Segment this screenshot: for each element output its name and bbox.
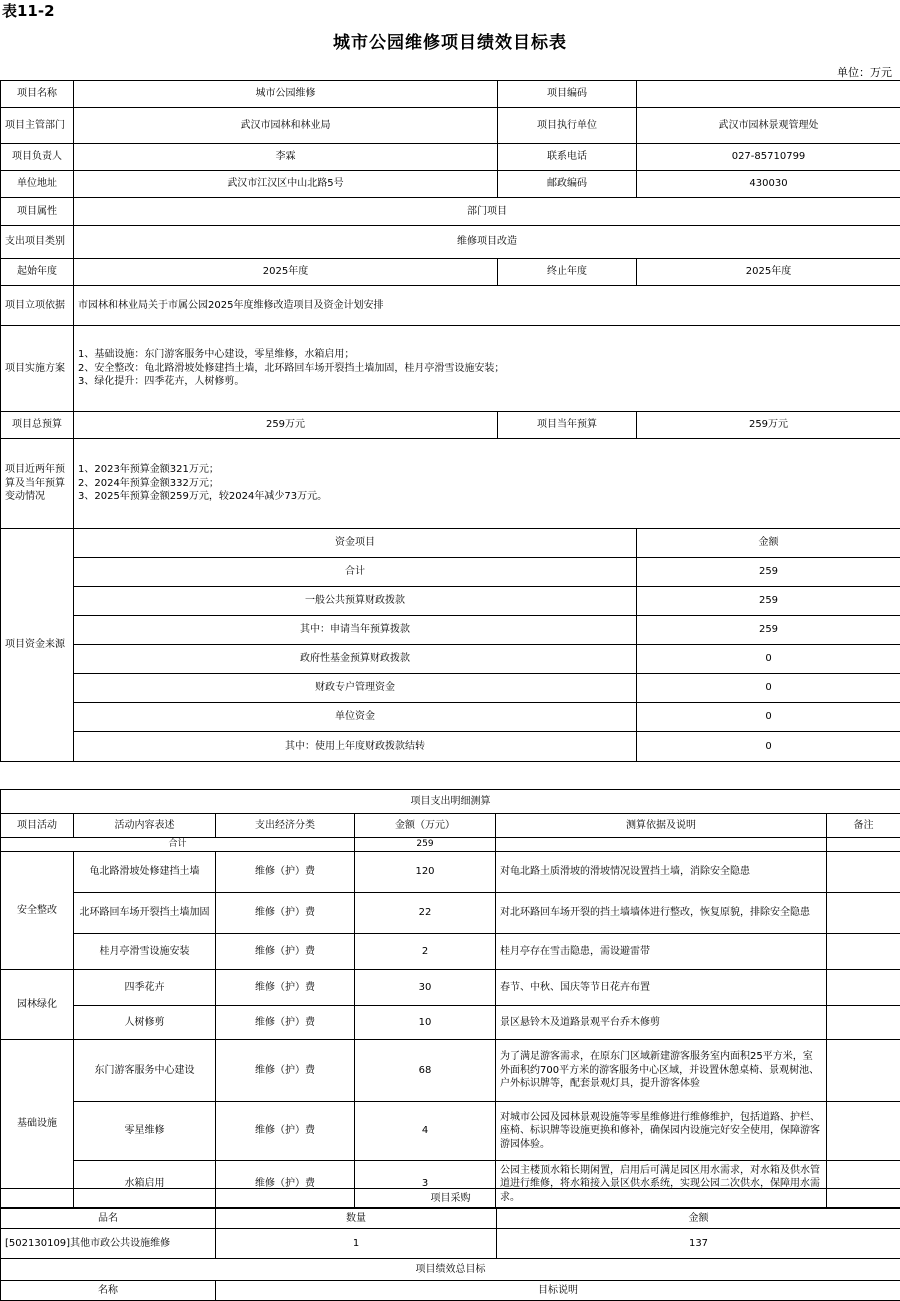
detail-header: 金额（万元） <box>355 814 496 838</box>
project-code-label: 项目编码 <box>498 81 637 108</box>
detail-content: 东门游客服务中心建设 <box>74 1040 216 1102</box>
basis-label: 项目立项依据 <box>1 286 74 326</box>
detail-class: 维修（护）费 <box>216 934 355 970</box>
table-number: 表11-2 <box>2 2 55 20</box>
detail-amount: 4 <box>355 1102 496 1161</box>
detail-amount: 120 <box>355 852 496 893</box>
procurement-header: 品名 <box>1 1209 216 1229</box>
funding-col-amount: 金额 <box>637 529 900 558</box>
category-value: 维修项目改造 <box>74 226 900 259</box>
procurement-item-amount: 137 <box>497 1229 900 1259</box>
detail-basis: 春节、中秋、国庆等节日花卉布置 <box>496 970 827 1006</box>
unit-label: 单位：万元 <box>837 66 892 79</box>
detail-amount: 10 <box>355 1006 496 1040</box>
project-name: 城市公园维修 <box>74 81 498 108</box>
detail-content: 北环路回车场开裂挡土墙加固 <box>74 893 216 934</box>
funding-item: 其中：使用上年度财政拨款结转 <box>74 732 637 762</box>
detail-note <box>827 970 900 1006</box>
funding-item: 政府性基金预算财政拨款 <box>74 645 637 674</box>
detail-note <box>827 893 900 934</box>
detail-note <box>827 1040 900 1102</box>
attribute-label: 项目属性 <box>1 198 74 226</box>
detail-section-title: 项目支出明细测算 <box>1 790 900 814</box>
detail-note <box>827 1006 900 1040</box>
goals-section-title: 项目绩效总目标 <box>1 1259 900 1281</box>
procurement-item-name: [502130109]其他市政公共设施维修 <box>1 1229 216 1259</box>
detail-basis: 公园主楼顶水箱长期闲置，启用后可满足园区用水需求，对水箱及供水管道进行维修，将水箱接入景区供水系统，实现公园二次供水，保障用水需求。 <box>496 1161 827 1208</box>
goals-header: 目标说明 <box>216 1281 900 1301</box>
funding-item: 合计 <box>74 558 637 587</box>
funding-item: 财政专户管理资金 <box>74 674 637 703</box>
funding-amount: 259 <box>637 616 900 645</box>
detail-total-amount: 259 <box>355 838 496 852</box>
address-value: 武汉市江汉区中山北路5号 <box>74 171 498 198</box>
detail-basis: 对龟北路土质滑坡的滑坡情况设置挡土墙，消除安全隐患 <box>496 852 827 893</box>
detail-class: 维修（护）费 <box>216 970 355 1006</box>
detail-content: 水箱启用 <box>74 1161 216 1208</box>
plan-line: 2、安全整改：龟北路滑坡处修建挡土墙，北环路回车场开裂挡土墙加固，桂月亭滑雪设施安装； <box>78 362 505 374</box>
dept-value: 武汉市园林和林业局 <box>74 108 498 144</box>
change-line: 1、2023年预算金额321万元； <box>78 464 219 476</box>
leader-value: 李霖 <box>74 144 498 171</box>
funding-amount: 259 <box>637 558 900 587</box>
end-year-label: 终止年度 <box>498 259 637 286</box>
detail-class: 维修（护）费 <box>216 1161 355 1208</box>
detail-class: 维修（护）费 <box>216 852 355 893</box>
funding-amount: 0 <box>637 703 900 732</box>
detail-class: 维修（护）费 <box>216 893 355 934</box>
detail-note <box>827 934 900 970</box>
detail-basis: 景区悬铃木及道路景观平台乔木修剪 <box>496 1006 827 1040</box>
detail-basis: 对城市公园及园林景观设施等零星维修进行维修维护，包括道路、护栏、座椅、标识牌等设施更换和修补，确保园内设施完好安全使用，保障游客游园体验。 <box>496 1102 827 1161</box>
total-budget-value: 259万元 <box>74 412 498 439</box>
change-value <box>74 439 900 529</box>
total-budget-label: 项目总预算 <box>1 412 74 439</box>
dept-label: 项目主管部门 <box>1 108 74 144</box>
detail-header: 测算依据及说明 <box>496 814 827 838</box>
postcode-label: 邮政编码 <box>498 171 637 198</box>
page-title: 城市公园维修项目绩效目标表 <box>333 33 567 53</box>
detail-amount: 3 <box>355 1161 496 1208</box>
project-name-label: 项目名称 <box>1 81 74 108</box>
detail-activity: 基础设施 <box>1 1040 74 1208</box>
detail-basis: 为了满足游客需求，在原东门区域新建游客服务室内面积25平方米，室外面积约700平方米的游客服务中心区域，并设置休憩桌椅、景观树池、户外标识牌等，配套景观灯具，提升游客体验 <box>496 1040 827 1102</box>
detail-content: 龟北路滑坡处修建挡土墙 <box>74 852 216 893</box>
detail-header: 项目活动 <box>1 814 74 838</box>
category-label: 支出项目类别 <box>1 226 74 259</box>
phone-label: 联系电话 <box>498 144 637 171</box>
detail-amount: 68 <box>355 1040 496 1102</box>
phone-value: 027-85710799 <box>637 144 900 171</box>
leader-label: 项目负责人 <box>1 144 74 171</box>
procurement-and-goals-table <box>0 1188 900 1301</box>
detail-class: 维修（护）费 <box>216 1102 355 1161</box>
detail-activity: 园林绿化 <box>1 970 74 1040</box>
detail-amount: 30 <box>355 970 496 1006</box>
plan-value <box>74 326 900 412</box>
address-label: 单位地址 <box>1 171 74 198</box>
funding-amount: 0 <box>637 674 900 703</box>
detail-content: 四季花卉 <box>74 970 216 1006</box>
project-info-table <box>0 80 900 762</box>
expenditure-detail-table <box>0 789 900 1208</box>
detail-basis: 对北环路回车场开裂的挡土墙墙体进行整改，恢复原貌，排除安全隐患 <box>496 893 827 934</box>
funding-amount: 0 <box>637 645 900 674</box>
change-label: 项目近两年预算及当年预算变动情况 <box>1 439 74 529</box>
procurement-item-qty: 1 <box>216 1229 497 1259</box>
detail-amount: 22 <box>355 893 496 934</box>
current-budget-label: 项目当年预算 <box>498 412 637 439</box>
detail-class: 维修（护）费 <box>216 1040 355 1102</box>
procurement-section-title: 项目采购 <box>1 1189 900 1209</box>
detail-header: 备注 <box>827 814 900 838</box>
exec-unit-value: 武汉市园林景观管理处 <box>637 108 900 144</box>
goals-header: 名称 <box>1 1281 216 1301</box>
detail-basis: 桂月亭存在雪击隐患，需设避雷带 <box>496 934 827 970</box>
funding-item: 一般公共预算财政拨款 <box>74 587 637 616</box>
detail-amount: 2 <box>355 934 496 970</box>
start-year-value: 2025年度 <box>74 259 498 286</box>
procurement-header: 数量 <box>216 1209 497 1229</box>
change-line: 3、2025年预算金额259万元，较2024年减少73万元。 <box>78 491 328 503</box>
funding-amount: 0 <box>637 732 900 762</box>
start-year-label: 起始年度 <box>1 259 74 286</box>
postcode-value: 430030 <box>637 171 900 198</box>
exec-unit-label: 项目执行单位 <box>498 108 637 144</box>
plan-label: 项目实施方案 <box>1 326 74 412</box>
funding-item: 其中：申请当年预算拨款 <box>74 616 637 645</box>
project-code <box>637 81 900 108</box>
plan-line: 1、基础设施：东门游客服务中心建设，零星维修，水箱启用； <box>78 349 355 361</box>
funding-col-item: 资金项目 <box>74 529 637 558</box>
change-line: 2、2024年预算金额332万元； <box>78 477 219 489</box>
funding-label: 项目资金来源 <box>1 529 74 762</box>
detail-content: 零星维修 <box>74 1102 216 1161</box>
detail-note <box>827 1102 900 1161</box>
detail-note <box>827 852 900 893</box>
current-budget-value: 259万元 <box>637 412 900 439</box>
plan-line: 3、绿化提升：四季花卉，人树修剪。 <box>78 376 245 388</box>
detail-header: 支出经济分类 <box>216 814 355 838</box>
detail-activity: 安全整改 <box>1 852 74 970</box>
detail-header: 活动内容表述 <box>74 814 216 838</box>
procurement-header: 金额 <box>497 1209 900 1229</box>
funding-item: 单位资金 <box>74 703 637 732</box>
detail-content: 人树修剪 <box>74 1006 216 1040</box>
detail-total-label: 合计 <box>1 838 355 852</box>
end-year-value: 2025年度 <box>637 259 900 286</box>
basis-value: 市园林和林业局关于市属公园2025年度维修改造项目及资金计划安排 <box>74 286 900 326</box>
funding-amount: 259 <box>637 587 900 616</box>
detail-content: 桂月亭滑雪设施安装 <box>74 934 216 970</box>
attribute-value: 部门项目 <box>74 198 900 226</box>
detail-class: 维修（护）费 <box>216 1006 355 1040</box>
